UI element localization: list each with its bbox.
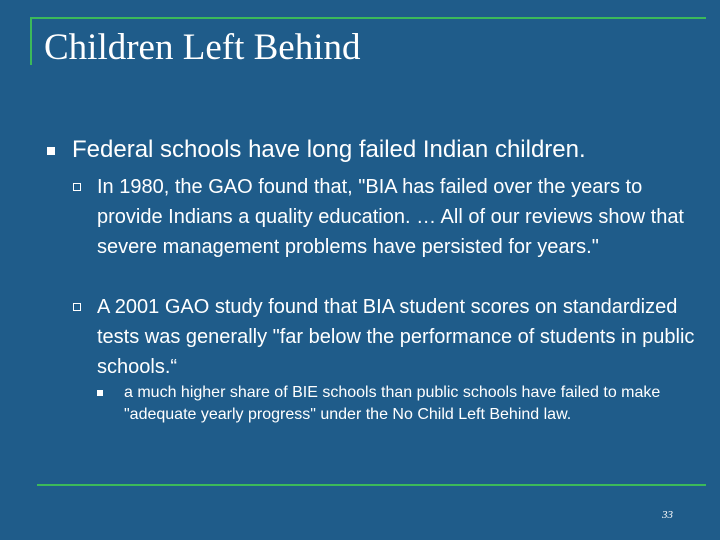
slide-number: 33 [662,509,673,521]
top-frame-line [30,17,706,19]
left-frame-line [30,17,32,65]
bullet-level3-text: a much higher share of BIE schools than public schools have failed to make "adequate yearly progress" under the No Child Left Behind law. [124,384,661,423]
bullet-level2-text-1: In 1980, the GAO found that, "BIA has failed over the years to provide Indians a quality education. … All of our reviews show that severe management problems have persisted for years." [97,176,684,258]
filled-square-bullet-icon [97,390,103,396]
filled-square-bullet-icon [47,147,55,155]
hollow-square-bullet-icon [73,183,81,191]
slide-title: Children Left Behind [44,27,361,68]
bottom-divider-line [37,484,706,486]
bullet-level2-text-2: A 2001 GAO study found that BIA student scores on standardized tests was generally "far below the performance of students in public schools.“ [97,296,695,378]
bullet-level1-text: Federal schools have long failed Indian children. [72,136,586,163]
hollow-square-bullet-icon [73,303,81,311]
